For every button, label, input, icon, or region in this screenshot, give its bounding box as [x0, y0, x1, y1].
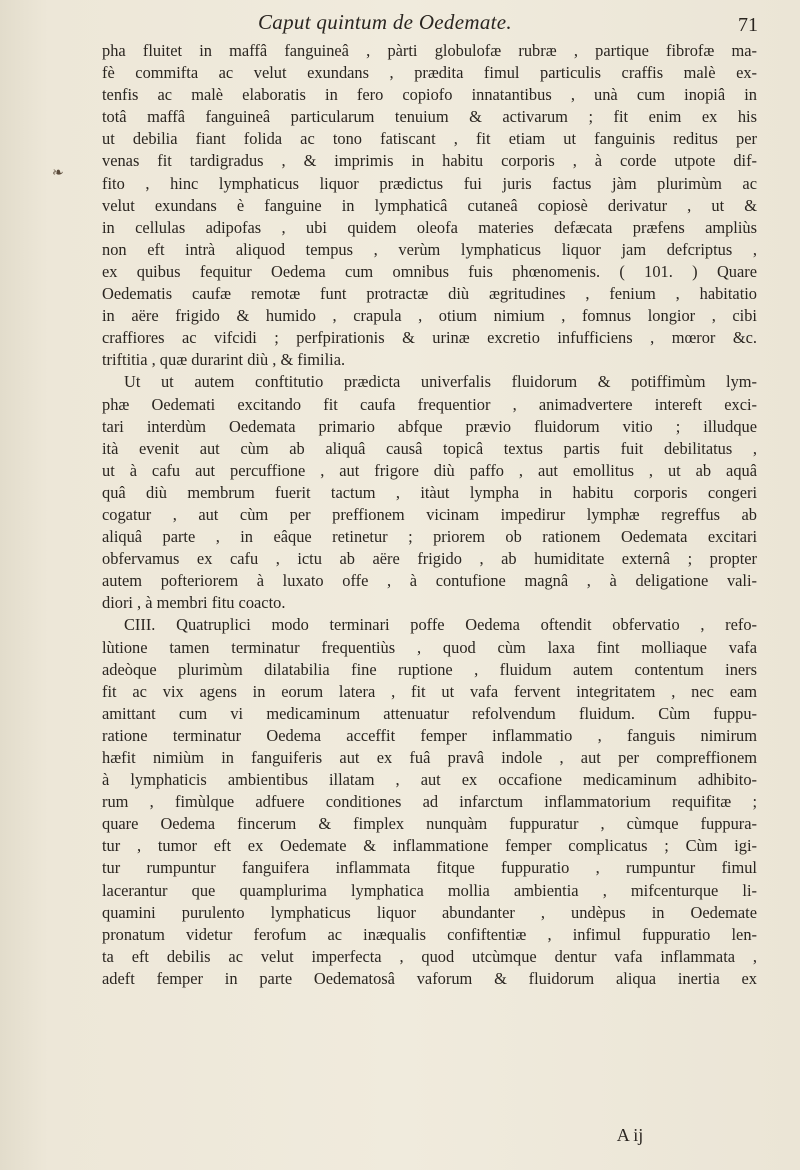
text-line: hæfit nimiùm in fanguiferis aut ex fuâ pravâ indole , aut per compreffionem — [102, 748, 757, 767]
text-line: ut à cafu aut percuffione , aut frigore diù paffo , aut emollitus , ut ab aquâ — [102, 460, 757, 480]
text-line: lùtione tamen terminatur frequentiùs , quod cùm laxa fint molliaque vafa — [102, 637, 757, 657]
text-line: tur rumpuntur fanguifera inflammata fitque fuppuratio , rumpuntur fimul — [102, 858, 757, 878]
text-line: venas fit tardigradus , & imprimis in habitu corporis , à corde utpote dif- — [102, 151, 757, 171]
text-line: autem pofteriorem à luxato offe , à contufione magnâ , à deligatione vali- — [102, 571, 757, 591]
text-line: tur , tumor eft ex Oedemate & inflammatione femper complicatus ; Cùm igi- — [102, 836, 757, 856]
text-line: non eft intrà aliquod tempus , verùm lymphaticus liquor jam defcriptus , — [102, 239, 757, 259]
text-line: tenfis ac malè elaboratis in fero copiofo innatantibus , unà cum inopiâ in — [102, 85, 757, 105]
text-line: adeft femper in parte Oedematosâ vaforum & fluidorum aliqua inertia ex — [102, 968, 757, 988]
text-line: in cellulas adipofas , ubi quidem oleofa materies defæcata præfens ampliùs — [102, 217, 757, 237]
text-line: adeòque plurimùm dilatabilia fine ruptione , fluidum autem contentum iners — [102, 659, 757, 679]
text-line: Ut ut autem conftitutio prædicta univerfalis fluidorum & potiffimùm lym- — [124, 372, 757, 392]
text-line: amittant cum vi medicaminum attenuatur refolvendum fluidum. Cùm fuppu- — [102, 703, 757, 723]
text-line: phæ Oedemati excitando fit caufa frequentior , animadvertere intereft exci- — [102, 394, 757, 414]
text-line: obfervamus ex cafu , ictu ab aëre frigido , ab humiditate externâ ; propter — [102, 549, 757, 569]
text-line: fit ac vix agens in eorum latera , fit ut vafa fervent integritatem , nec eam — [102, 681, 757, 701]
text-line: craffiores ac vifcidi ; perfpirationis & urinæ excretio infufficiens , mœror &c. — [102, 328, 757, 348]
text-line: lacerantur que quamplurima lymphatica mollia ambientia , mifcenturque li- — [102, 880, 757, 900]
text-line: totâ maffâ fanguineâ particularum tenuium & activarum ; fit enim ex his — [102, 107, 757, 127]
header-title: Caput quintum de Oedemate. — [258, 10, 512, 34]
text-line: ut debilia fiant folida ac tono fatiscant , fit etiam ut fanguinis reditus per — [102, 129, 757, 149]
text-line: fito , hinc lymphaticus liquor prædictus fui juris factus jàm plurimùm ac — [102, 173, 757, 193]
text-line: quare Oedema fincerum & fimplex nunquàm fuppuratur , cùmque fuppura- — [102, 814, 757, 834]
text-line: cogatur , aut cùm per preffionem vicinam impedirur lymphæ regreffus ab — [102, 504, 757, 524]
text-line: pronatum videtur ferofum ac inæqualis confiftentiæ , infimul fuppuratio len- — [102, 924, 757, 944]
text-line: tari interdùm Oedemata primario abfque prævio fluidorum vitio ; illudque — [102, 416, 757, 436]
text-line: ità evenit aut cùm ab aliquâ causâ topicâ textus partis fuit debilitatus , — [102, 438, 757, 458]
text-line: diori , à membri fitu coacto. — [102, 593, 286, 613]
text-line: pha fluitet in maffâ fanguineâ , pàrti globulofæ rubræ , partique fibrofæ ma- — [102, 41, 757, 60]
text-line: ta eft debilis ac velut imperfecta , quod utcùmque dentur vafa inflammata , — [102, 946, 757, 966]
running-header — [0, 8, 800, 38]
text-line: in aëre frigido & humido , crapula , otium nimium , fomnus longior , cibi — [102, 306, 757, 326]
text-line: fè commifta ac velut exundans , prædita fimul particulis craffis malè ex- — [102, 63, 757, 83]
text-line: à lymphaticis ambientibus illatam , aut ex occafione medicaminum adhibito- — [102, 770, 757, 790]
page-number: 71 — [738, 14, 758, 36]
text-line: quamini purulento lymphaticus liquor abundanter , undèpus in Oedemate — [102, 902, 757, 922]
signature-mark: A ij — [616, 1125, 644, 1145]
text-line: ratione terminatur Oedema acceffit femper inflammatio , fanguis nimirum — [102, 725, 757, 745]
text-line: rum , fimùlque adfuere conditiones ad infarctum inflammatorium requifitæ ; — [102, 792, 757, 812]
body-text — [102, 40, 757, 990]
text-line: quâ diù membrum fuerit tactum , itàut lympha in habitu corporis congeri — [102, 482, 757, 502]
text-line: aliquâ parte , in eâque retinetur ; priorem ob rationem Oedemata excitari — [102, 527, 757, 547]
text-line: triftitia , quæ durarint diù , & fimilia. — [102, 350, 346, 370]
text-line: Oedematis caufæ remotæ funt protractæ diù ægritudines , fenium , habitatio — [102, 284, 757, 304]
margin-mark: ❧ — [52, 165, 64, 181]
text-line: CIII. Quatruplici modo terminari poffe Oedema oftendit obfervatio , refo- — [124, 615, 757, 635]
text-line: ex quibus fequitur Oedema cum omnibus fuis phœnomenis. ( 101. ) Quare — [102, 261, 757, 281]
text-line: velut exundans è fanguine in lymphaticâ cutaneâ copiosè derivatur , ut & — [102, 195, 757, 215]
